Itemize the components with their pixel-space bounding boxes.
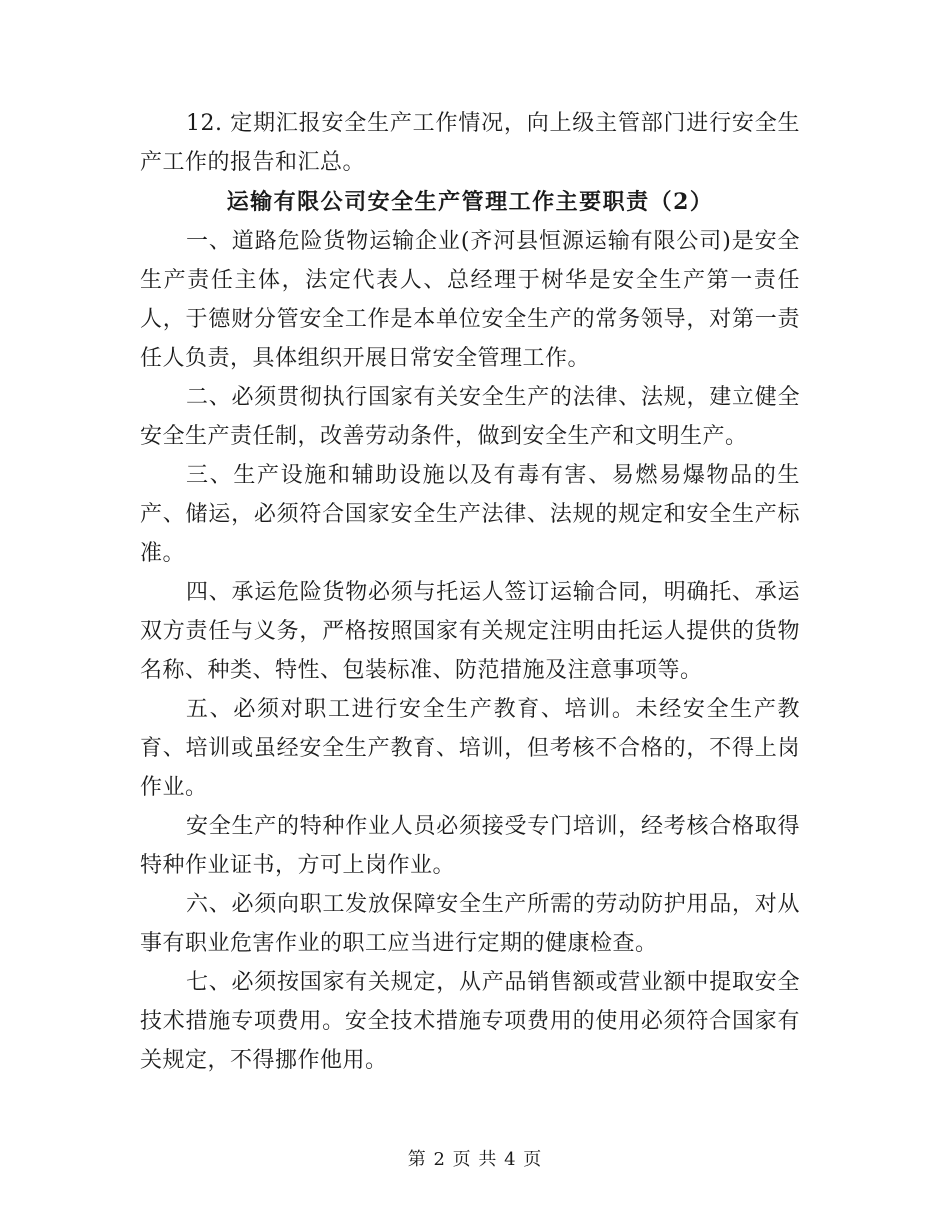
paragraph-7: 七、必须按国家有关规定，从产品销售额或营业额中提取安全技术措施专项费用。安全技术措施专项费用的使用必须符合国家有关规定，不得挪作他用。 <box>140 970 800 1073</box>
paragraph-6: 六、必须向职工发放保障安全生产所需的劳动防护用品，对从事有职业危害作业的职工应当进行定期的健康检查。 <box>140 892 800 956</box>
paragraph-item-12: 12. 定期汇报安全生产工作情况，向上级主管部门进行安全生产工作的报告和汇总。 <box>140 111 800 175</box>
paragraph-4: 四、承运危险货物必须与托运人签订运输合同，明确托、承运双方责任与义务，严格按照国家有关规定注明由托运人提供的货物名称、种类、特性、包装标准、防范措施及注意事项等。 <box>140 580 800 683</box>
paragraph-5-note: 安全生产的特种作业人员必须接受专门培训，经考核合格取得特种作业证书，方可上岗作业。 <box>140 814 800 878</box>
paragraph-2: 二、必须贯彻执行国家有关安全生产的法律、法规，建立健全安全生产责任制，改善劳动条件，做到安全生产和文明生产。 <box>140 385 800 449</box>
section-title: 运输有限公司安全生产管理工作主要职责（2） <box>226 189 714 215</box>
page-number-footer: 第 2 页 共 4 页 <box>407 1149 543 1170</box>
document-body <box>140 104 800 1080</box>
paragraph-1: 一、道路危险货物运输企业(齐河县恒源运输有限公司)是安全生产责任主体，法定代表人、总经理于树华是安全生产第一责任人，于德财分管安全工作是本单位安全生产的常务领导，对第一责任人负责，具体组织开展日常安全管理工作。 <box>140 229 800 371</box>
paragraph-3: 三、生产设施和辅助设施以及有毒有害、易燃易爆物品的生产、储运，必须符合国家安全生产法律、法规的规定和安全生产标准。 <box>140 463 800 566</box>
paragraph-5: 五、必须对职工进行安全生产教育、培训。未经安全生产教育、培训或虽经安全生产教育、培训，但考核不合格的，不得上岗作业。 <box>140 697 800 800</box>
